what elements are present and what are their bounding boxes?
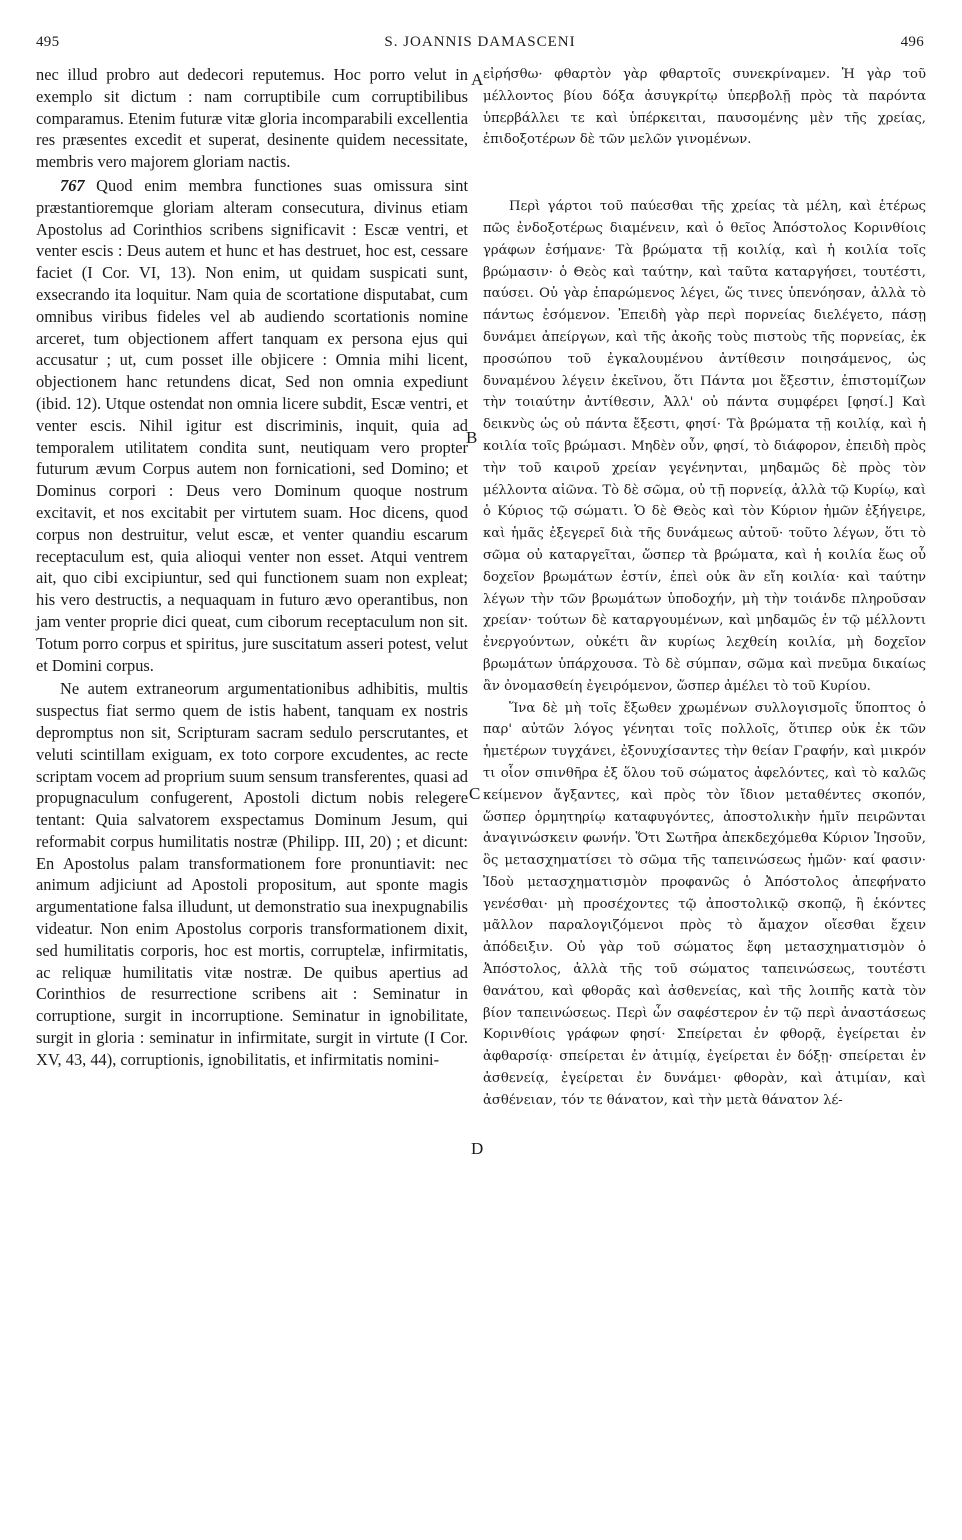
running-title: S. JOANNIS DAMASCENI: [384, 34, 576, 50]
greek-paragraph-1: εἰρήσθω· φθαρτὸν γὰρ φθαρτοῖς συνεκρίναμεν. Ἡ γὰρ τοῦ μέλλοντος βίου δόξα ἀσυγκρίτῳ ὑπερβολῇ πρὸς τὰ παρόντα ὑπερβάλλει τε καὶ ὑπέρκειται, παυσομένης μὲν τῆς χρείας, ἐπιδοξοτέρων δὲ τῶν μελῶν γινομένων.: [483, 67, 926, 148]
latin-paragraph-3: Ne autem extraneorum argumentationibus adhibitis, multis suspectus fiat sermo quem de istis habent, tanquam ex nostris depromptus non sit, Scripturam sacram sedulo perscrutantes, et veluti scintillam exiguam, ex toto corpore excudentes, ac recte scriptam vocem ad proprium suum sensum transferentes, quasi ad propugnaculum confugerent, Apostoli dictum nobis relegere tentant: Quia salvatorem exspectamus Dominum Jesum, qui reformabit corpus humilitatis nostræ (Philipp. III, 20) ; et dicunt: En Apostolus palam transformationem fore pronuntiavit: nec animum adjiciunt ad Apostoli propositum, aut sponte magis argumentatione falsa illudunt, ut demonstratio sua inexpugnabilis videatur. Non enim Apostolus corporis transformationem dixit, sed humilitatis corporis, hoc est mortis, corruptelæ, infirmitatis, ac reliquæ humilitatis vitæ nostræ. De quibus apertius ad Corinthios de resurrectione scribens ait : Seminatur in corruptione, surgit in incorruptione. Seminatur in ignobilitate, surgit in gloria : seminatur in infirmitate, surgit in virtute (I Cor. XV, 43, 44), corruptionis, ignobilitatis, et infirmitatis nomini-: [36, 679, 468, 1069]
latin-paragraph-1: nec illud probro aut dedecori reputemus. Hoc porro velut in exemplo sit dictum : nam corruptibile cum corruptibilibus comparamus. Etenim futuræ vitæ gloria incomparabili excellentia res præsentes excedit et superat, desinente quidem necessitate, membris vero majorem gloriam nactis.: [36, 65, 468, 172]
section-number: 767: [60, 175, 85, 195]
greek-paragraph-2: Περὶ γάρτοι τοῦ παύεσθαι τῆς χρείας τὰ μέλη, καὶ ἑτέρως πῶς ἐνδοξοτέρως διαμένειν, καὶ ὁ θεῖος Ἀπόστολος Κορινθίοις γράφων ἐσήμανε· Τὰ βρώματα τῇ κοιλίᾳ, καὶ ἡ κοιλία τοῖς βρώμασιν· ὁ Θεὸς καὶ ταύτην, καὶ ταῦτα καταργήσει, τουτέστι, παύσει. Οὐ γὰρ ἐπαρώμενος λέγει, ὥς τινες ὑπενόησαν, ἀλλὰ τὸ πάντως ἐσόμενον. Ἐπειδὴ γὰρ περὶ πορνείας διελέγετο, πάσῃ δυνάμει ἀπείργων, καὶ τῆς ἀκοῆς τοὺς πιστοὺς τῆς πορνείας, ἐκ προσώπου τοῦ ἐγκαλουμένου ἀντίθεσιν ποιησάμενος, ὡς δυναμένου λέγειν ἐκεῖνου, ὅτι Πάντα μοι ἔξεστιν, ἐπιστομίζων τὴν τοιαύτην ἀντίθεσιν, Ἀλλ' οὐ πάντα συμφέρει [φησί.] Καὶ δεικνὺς ὡς οὐ πάντα ἔξεστι, φησί· Τὰ βρώματα τῇ κοιλίᾳ, καὶ ἡ κοιλία τοῖς βρώμασι. Μηδὲν οὖν, φησί, τὸ διάφορον, ἐπειδὴ πρὸς τὴν τοῦ καιροῦ χρείαν γεγένηνται, μηδαμῶς δὲ πρὸς τὸν μέλλοντα αἰῶνα. Τὸ δὲ σῶμα, οὐ τῇ πορνείᾳ, ἀλλὰ τῷ Κυρίῳ, καὶ ὁ Κύριος τῷ σώματι. Ὁ δὲ Θεὸς καὶ τὸν Κύριον ἡμῶν ἐξήγειρε, καὶ ἡμᾶς ἐξεγερεῖ διὰ τῆς δυνάμεως αὐτοῦ· τοῦτο λέγων, ὅτι τὸ σῶμα οὐ καταργεῖται, ὥσπερ τὰ βρώματα, καὶ ἡ κοιλία ἕως οὗ δοχεῖον βρωμάτων ἐστίν, ἐπεὶ οὐκ ἂν εἴη κοιλία· καὶ ταύτην λέγων τὴν τῶν βρωμάτων ὑποδοχήν, μὴ τὴν τοιάνδε πληροῦσαν χρείαν· τούτων δὲ καταργουμένων, καὶ μηδαμῶς ἐν τῷ μέλλοντι ἐνεργούντων, οὐκέτι ἂν κυρίως λεχθείη κοιλία, μὴ δοχεῖον βρωμάτων ὑπάρχουσα. Τὸ δὲ σύμπαν, σῶμα καὶ πνεῦμα δικαίως ἂν ὀνομασθείη ἐγειρόμενον, ὥσπερ ἀμέλει τὸ τοῦ Κυρίου.: [483, 199, 926, 694]
margin-letter-d: D: [471, 1139, 484, 1158]
greek-paragraph-3: Ἵνα δὲ μὴ τοῖς ἔξωθεν χρωμένων συλλογισμοῖς ὕποπτος ὁ παρ' αὐτῶν λόγος γένηται τοῖς πολλοῖς, ὅτιπερ οὐκ ἐκ τῶν ἡμετέρων τυγχάνει, ἐξονυχίσαντες τὴν θείαν Γραφήν, καὶ μικρόν τι οἷον σπινθῆρα ἐξ ὅλου τοῦ σώματος ἀφελόντες, καὶ τὸ καλῶς κείμενον ἄγξαντες, καὶ πρὸς τὸν ἴδιον μεταθέντες σκοπόν, ὥσπερ ὁρμητηρίῳ καταφυγόντες, ἀποστολικὴν ἡμῖν πειρῶνται ἀναγινώσκειν φωνήν. Ὅτι Σωτῆρα ἀπεκδεχόμεθα Κύριον Ἰησοῦν, ὃς μετασχηματίσει τὸ σῶμα τῆς ταπεινώσεως ἡμῶν· καί φασιν· Ἰδοὺ μετασχηματισμὸν προφανῶς ὁ Ἀπόστολος ἀπεφήνατο γενέσθαι· μὴ προσέχοντες τῷ ἀποστολικῷ σκοπῷ, ἢ ἑκόντες μᾶλλον παραλογιζόμενοι πρὸς τὸ ἄμαχον οἴεσθαι ἔχειν ἀπόδειξιν. Οὐ γὰρ τοῦ σώματος ἔφη μετασχηματισμὸν ὁ Ἀπόστολος, ἀλλὰ τῆς τοῦ σώματος ταπεινώσεως, τουτέστι θανάτου, καὶ φθορᾶς καὶ ἀσθενείας, καὶ τῆς λοιπῆς κατὰ τὸν βίον ταπεινώσεως. Περὶ ὧν σαφέστερον ἐν τῷ περὶ ἀναστάσεως Κορινθίοις γράφων φησί· Σπείρεται ἐν φθορᾷ, ἐγείρεται ἐν ἀφθαρσίᾳ· σπείρεται ἐν ἀτιμίᾳ, ἐγείρεται ἐν δόξῃ· σπείρεται ἐν ἀσθενείᾳ, ἐγείρεται ἐν δυνάμει· φθορὰν, καὶ ἀτιμίαν, καὶ ἀσθένειαν, τόν τε θάνατον, καὶ τὴν μετὰ θάνατον λέ-: [483, 700, 926, 1108]
latin-column: [36, 64, 468, 1071]
page-number-left: 495: [36, 34, 60, 50]
latin-paragraph-2-text: Quod enim membra functiones suas omissura sint præstantioremque gloriam alteram consecutura, divinus etiam Apostolus ad Corinthios scribens significavit : Escæ ventri, et venter escis : Deus autem et hunc et has destruet, hoc est, cessare faciet (I Cor. VI, 13). Non enim, ut quidam suspicati sunt, exsecrando ita loquitur. Nam quia de scortatione disputabat, cum omnibus viribus fideles vel ab audiendo scortationis nomine arceret, tum objectionem affert tanquam ex persona ejus qui accusatur ; ut, cum posset ille objicere : Omnia mihi licent, objectionem hanc retundens dicat, Sed non omnia expediunt (ibid. 12). Utque ostendat non omnia licere subdit, Escæ ventri, et venter escis. Nihil igitur est discriminis, inquit, quia ad temporalem utilitatem condita sunt, neutiquam vero propter futurum ævum Corpus autem non fornicationi, sed Domino; et Dominus corpori : Deus vero Dominum quoque nostrum excitavit, et nos excitabit per virtutem suam. Hoc dicens, quod corpus non destruitur, velut escæ, et venter quandiu escarum receptaculum est, quia alioqui venter non esset. Atqui ventrem ait, quo cibi excipiuntur, sed qui functionem suam non expleat; his vero destructis, a nequaquam in futuro ævo operantibus, non jam venter proprie dici queat, cum ciborum receptaculum non sit. Totum porro corpus et spiritus, jure suscitatum asseri potest, velut et Domini corpus.: [36, 175, 468, 675]
latin-paragraph-2: [36, 175, 468, 676]
page-header: [36, 34, 924, 58]
margin-letter-c: C: [469, 784, 481, 803]
margin-letter-a: A: [471, 70, 484, 89]
page-number-right: 496: [900, 34, 924, 50]
margin-letter-b: B: [466, 428, 478, 447]
greek-column: [483, 64, 926, 1112]
